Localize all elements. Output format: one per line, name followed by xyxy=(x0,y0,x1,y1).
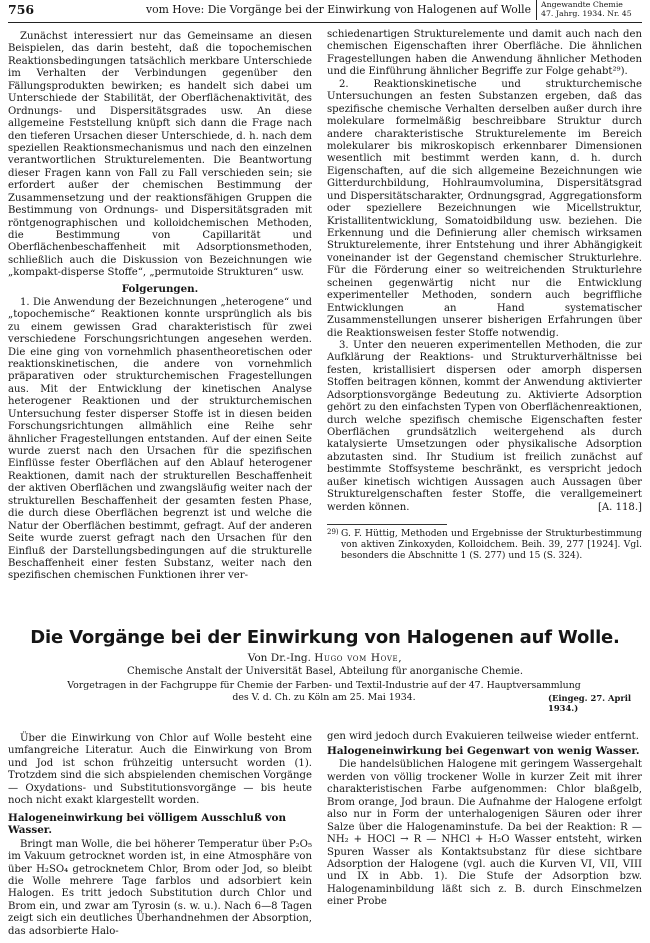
section-heading-dry: Halogeneinwirkung bei völligem Ausschluß von Wasser. xyxy=(8,811,287,836)
paragraph-dry-conditions: Bringt man Wolle, die bei höherer Temperatur über P₂O₅ im Vakuum getrocknet worden ist, in eine Atmosphäre von über H₂SO₄ getrocknetem Chlor, Brom oder Jod, so bleibt die Wolle mehrere Tage farblos und adsorbiert kein Halogen. Es tritt jedoch Substitution durch Chlor und Brom ein, und zwar am Tyrosin (s. w. u.). Nach 6—8 Tagen zeigt sich ein deutliches Überhandnehmen der Absorption, das adsorbierte Halo- xyxy=(8,838,312,937)
article-right-column xyxy=(327,731,642,909)
footnote-29 xyxy=(327,529,642,562)
journal-info xyxy=(536,0,632,20)
article-title: Die Vorgänge bei der Einwirkung von Halogenen auf Wolle. xyxy=(30,627,620,648)
prev-article-left-column xyxy=(8,31,312,583)
footnote-text: G. F. Hüttig, Methoden und Ergebnisse der Strukturbestimmung von aktiven Zinkoxyden, Kolloidchem. Beih. 39, 277 [1924]. Vgl. besonders die Abschnitte 1 (S. 277) und 15 (S. 324). xyxy=(341,529,642,561)
section-heading-folgerungen: Folgerungen. xyxy=(121,282,199,295)
author-prefix: Von Dr.-Ing. xyxy=(247,652,311,664)
paragraph-conclusion-2: 2. Reaktionskinetische und strukturchemische Untersuchungen an festen Substanzen ergeben, daß das spezifische chemische Verhalten derselben außer durch ihre molekulare formelmäßig beschreibbare Struktur durch andere charakteristische Strukturelemente im Bereich molekularer bis mikroskopisch erkennbarer Dimensionen wesentlich mit bestimmt werden kann, d. h. durch Eigenschaften, auf die sich allgemeine Bezeichnungen wie Gitterdurchbildung, Hohlraumvolumina, Dispersitätsgrad und Dispersitätscharakter, Ordnungsgrad, Aggregationsform oder speziellere Bezeichnungen wie Micellstruktur, Kristallitentwicklung, Somatoidbildung usw. beziehen. Die Erkennung und die Definierung aller chemisch wirksamen Strukturelemente, ihrer Entstehung und ihrer Abhängigkeit voneinander ist der Gegenstand chemischer Strukturlehre. Für die Förderung einer so weitreichenden Strukturlehre scheinen gegenwärtig nicht nur die Entwicklung experimenteller Methoden, sondern auch begriffliche Entwicklungen an Hand systematischer Zusammenstellungen unserer bisherigen Erfahrungen über die Reaktionsweisen fester Stoffe notwendig. xyxy=(327,78,642,339)
article-left-column xyxy=(8,733,312,938)
journal-issue: 47. Jahrg. 1934. Nr. 45 xyxy=(541,9,632,19)
paragraph-conclusion-3 xyxy=(327,340,642,514)
footnote-number: 29) xyxy=(327,528,339,537)
institution-line: Chemische Anstalt der Universität Basel, Abteilung für anorganische Chemie. xyxy=(126,666,524,677)
prev-article-right-column xyxy=(327,29,642,562)
paragraph-introduction: Über die Einwirkung von Chlor auf Wolle besteht eine umfangreiche Literatur. Auch die Einwirkung von Brom und Jod ist schon frühzeitig untersucht worden (1). Trotzdem sind die sich abspielenden chemischen Vorgänge — Oxydations- und Substitutionsvorgänge — bis heute noch nicht exakt klargestellt worden. xyxy=(8,733,312,807)
running-header xyxy=(8,0,642,23)
paragraph-continued-right: gen wird jedoch durch Evakuieren teilweise wieder entfernt. xyxy=(327,731,639,742)
lecture-note: Vorgetragen in der Fachgruppe für Chemie der Farben- und Textil-Industrie auf der 47. Hauptversammlung des V. d. Ch. zu Köln am 25. Mai 1934. xyxy=(67,680,581,703)
journal-name: Angewandte Chemie xyxy=(541,0,623,9)
paragraph-conclusion-1: 1. Die Anwendung der Bezeichnungen „heterogene“ und „topochemische“ Reaktionen konnte ursprünglich als bis zu einem gewissen Grad charakteristisch für zwei verschiedene Forschungsrichtungen angesehen werden. Die eine ging von vornehmlich phasentheoretischen oder reaktionskinetischen, die andere von vornehmlich präparativen oder strukturchemischen Fragestellungen aus. Mit der Entwicklung der kinetischen Analyse heterogener Reaktionen und der strukturchemischen Untersuchung fester disperser Stoffe ist in diesen beiden Forschungsrichtungen allmählich eine Reihe sehr ähnlicher Fragestellungen entstanden. Auf der einen Seite wurde zuerst nach den Ursachen für die spezifischen Einflüsse fester Oberflächen auf den Ablauf heterogener Reaktionen, damit nach der strukturellen Beschaffenheit der aktiven Oberflächen und zwangsläufig weiter nach der strukturellen Beschaffenheit der gesamten festen Phase, die durch diese Oberflächen begrenzt ist und welche die Natur der Oberflächen bestimmt, gefragt. Auf der anderen Seite wurde zuerst gefragt nach den Ursachen für den Einfluß der Darstellungsbedingungen auf die strukturelle Beschaffenheit einer festen Substanz, weiter nach den spezifischen chemischen Funktionen ihrer ver- xyxy=(8,296,312,582)
paragraph-continued: schiedenartigen Strukturelemente und damit auch nach den chemischen Eigenschaften ihrer Oberfläche. Die ähnlichen Fragestellungen haben die Anwendung ähnlicher Methoden und die Einführung ähnlicher Begriffe zur Folge gehabt²⁹). xyxy=(327,29,642,78)
article-reference: [A. 118.] xyxy=(597,501,642,513)
author-name: Hugo vom Hove, xyxy=(314,652,403,664)
conclusion-3-text: 3. Unter den neueren experimentellen Methoden, die zur Aufklärung der Reaktions- und Strukturverhältnisse bei festen, kristallisiert dispersen oder amorph dispersen Stoffen beitragen können, kommt der Anwendung aktivierter Adsorptionsvorgänge Bedeutung zu. Aktivierte Adsorption gehört zu den einfachsten Typen von Oberflächenreaktionen, durch welche spezifisch chemische Eigenschaften fester Oberflächen grundsätzlich weitergehend als durch katalysierte Umsetzungen oder physikalische Adsorption abzutasten sind. Ihr Studium ist freilich zunächst auf bestimmte Stoffsysteme beschränkt, es verspricht jedoch außer kinetisch wichtigen Aussagen auch Aussagen über Strukturelgenschaften fester Stoffe, die verallgemeinert werden können. xyxy=(327,339,642,513)
running-title: vom Hove: Die Vorgänge bei der Einwirkung von Halogenen auf Wolle xyxy=(146,3,531,16)
section-heading-little-water: Halogeneinwirkung bei Gegenwart von wenig Wasser. xyxy=(327,745,640,758)
paragraph-little-water: Die handelsüblichen Halogene mit geringem Wassergehalt werden von völlig trockener Wolle in kurzer Zeit mit ihrer charakteristischen Farbe aufgenommen: Chlor blaßgelb, Brom orange, Jod braun. Die Aufnahme der Halogene erfolgt also nur in Form der unterhalogenigen Säuren oder ihrer Salze über die Halogenaminstufe. Da bei der Reaktion: R — NH₂ + HOCl → R — NHCl + H₂O Wasser entsteht, wirken Spuren Wasser als Kontaktsubstanz für diese sichtbare Adsorption der Halogene (vgl. auch die Kurven VI, VII, VIII und IX in Abb. 1). Die Stufe der Adsorption bzw. Halogenaminbildung läßt sich z. B. durch Einschmelzen einer Probe xyxy=(327,759,642,908)
paragraph-intro: Zunächst interessiert nur das Gemeinsame an diesen Beispielen, das darin besteht, daß die topochemischen Reaktionsbedingungen tatsächlich merkbare Unterschiede im Verhalten der Verbindungen gegenüber den Fällungsprodukten bewirken; es handelt sich dabei um Unterschiede der Stabilität, der Oberflächenaktivität, des Ordnungs- und Dispersitätsgrades usw. An diese allgemeine Feststellung knüpft sich dann die Frage nach den tieferen Ursachen dieser Unterschiede, d. h. nach dem speziellen Reaktionsmechanismus und nach den einzelnen verantwortlichen Strukturelementen. Die Beantwortung dieser Fragen kann von Fall zu Fall verschieden sein; sie erfordert außer der chemischen Bestimmung der Zusammensetzung und der reaktionsfähigen Gruppen die Bestimmung von Ordnungs- und Dispersitätsgraden mit röntgenographischen und kolloidchemischen Methoden, die Bestimmung von Capillarität und Oberflächenbeschaffenheit mit Adsorptionsmethoden, schließlich auch die Diskussion von Bezeichnungen wie „kompakt-disperse Stoffe“, „permutoide Strukturen“ usw. xyxy=(8,31,312,279)
page-number: 756 xyxy=(8,2,35,17)
author-line xyxy=(0,652,650,664)
received-date: (Eingeg. 27. April 1934.) xyxy=(548,693,632,713)
